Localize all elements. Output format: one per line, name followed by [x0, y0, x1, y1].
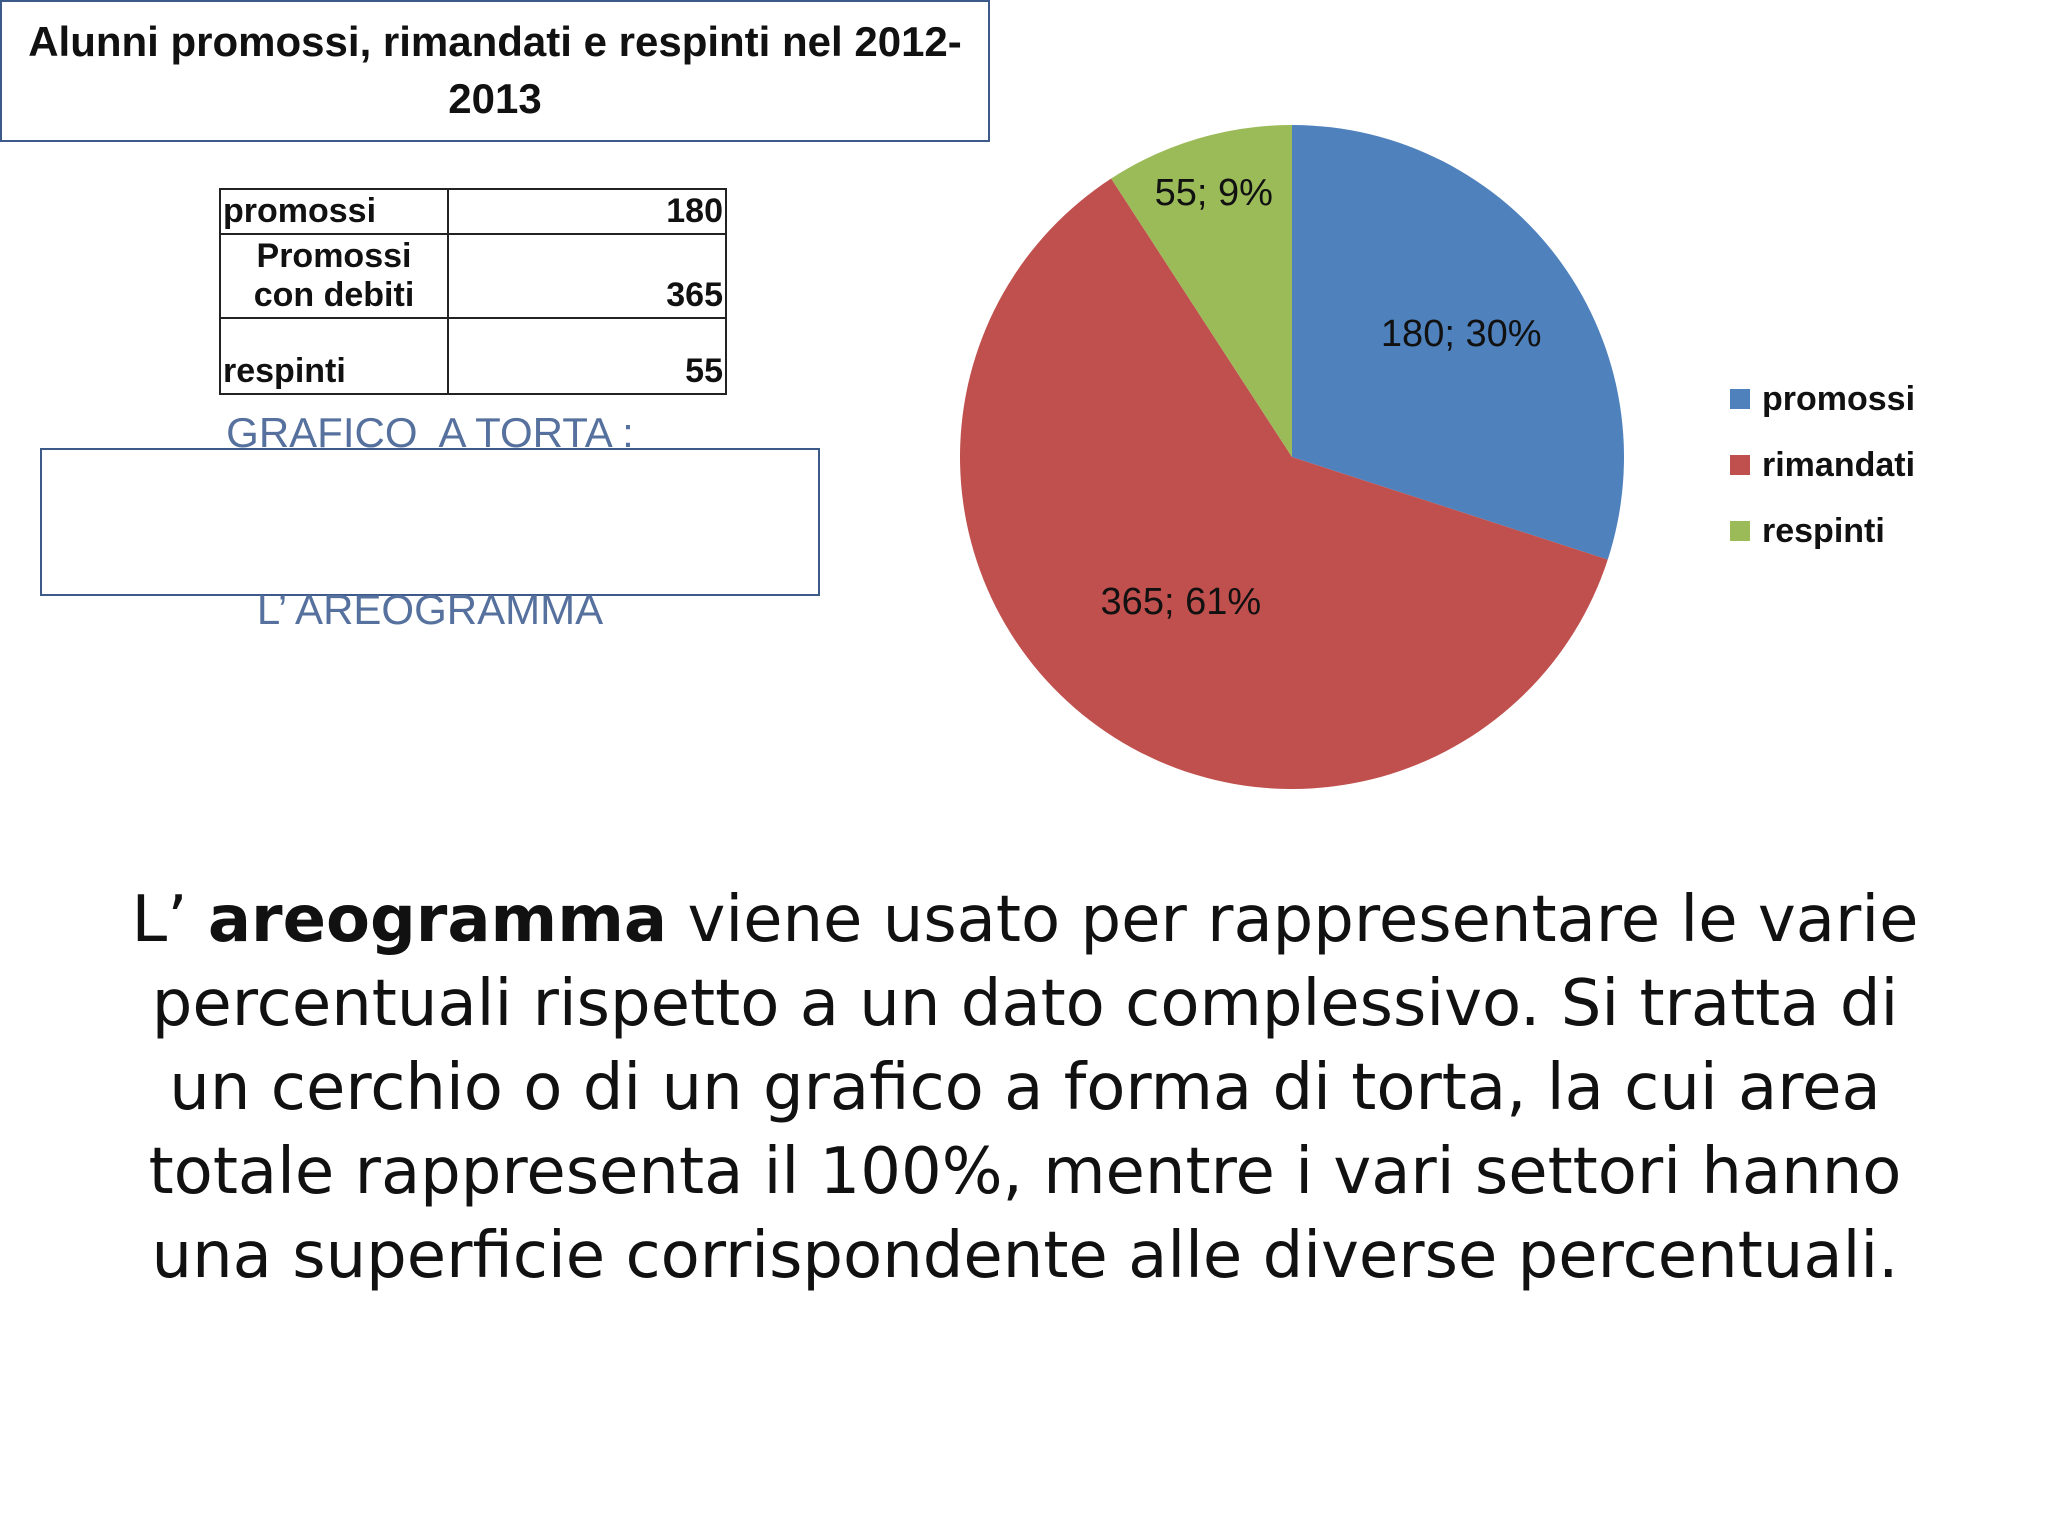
legend-label: respinti	[1762, 511, 1885, 550]
table-cell-label: respinti	[220, 318, 448, 394]
legend-item	[1730, 432, 1915, 498]
table-cell-value: 180	[448, 189, 726, 234]
table-cell-value: 365	[448, 234, 726, 318]
chart-type-line1: GRAFICO A TORTA :	[226, 409, 634, 457]
slide-title	[0, 0, 990, 142]
slide-title-text: Alunni promossi, rimandati e respinti nel 2012-2013	[28, 18, 962, 122]
pie-chart	[940, 110, 1680, 830]
table-row	[220, 189, 726, 234]
pie-data-label: 180; 30%	[1380, 313, 1542, 356]
legend-swatch	[1730, 389, 1750, 409]
legend-swatch	[1730, 521, 1750, 541]
description-rest: viene usato per rappresentare le varie percentuali rispetto a un dato complessivo. Si tratta di un cerchio o di un grafico a forma di torta, la cui area totale rappresenta il 100%, mentre i vari settori hanno una superficie corrispondente alle diverse percentuali.	[148, 883, 1919, 1293]
chart-type-box	[40, 409, 820, 633]
legend-label: rimandati	[1762, 445, 1916, 484]
legend-swatch	[1730, 455, 1750, 475]
description-paragraph	[120, 878, 1930, 1298]
chart-type-line2: L’ AREOGRAMMA	[256, 585, 604, 633]
description-prefix: L’	[131, 883, 208, 957]
chart-legend	[1730, 366, 1915, 564]
legend-label: promossi	[1762, 379, 1916, 418]
pie-data-label: 365; 61%	[1100, 580, 1262, 623]
table-cell-value: 55	[448, 318, 726, 394]
table-cell-label: Promossi con debiti	[220, 234, 448, 318]
table-cell-label: promossi	[220, 189, 448, 234]
legend-item	[1730, 498, 1915, 564]
legend-item	[1730, 366, 1915, 432]
description-keyword: areogramma	[207, 883, 668, 957]
pie-data-label: 55; 9%	[1154, 171, 1273, 214]
